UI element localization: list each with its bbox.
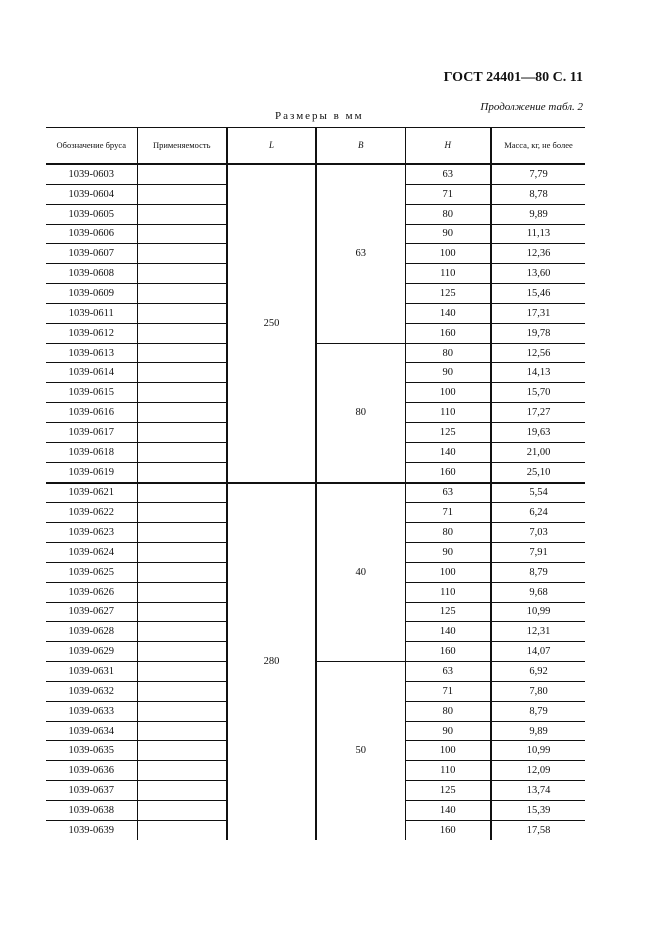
height-H-cell: 140 <box>405 622 491 642</box>
length-L-cell: 250 <box>227 164 316 483</box>
mass-cell: 13,60 <box>491 264 585 284</box>
col-header-H: H <box>405 128 491 165</box>
applicability-cell <box>137 442 227 462</box>
height-H-cell: 80 <box>405 701 491 721</box>
mass-cell: 6,92 <box>491 662 585 682</box>
designation-cell: 1039-0616 <box>46 403 137 423</box>
height-H-cell: 71 <box>405 184 491 204</box>
table-row <box>46 662 585 682</box>
applicability-cell <box>137 383 227 403</box>
applicability-cell <box>137 642 227 662</box>
designation-cell: 1039-0618 <box>46 442 137 462</box>
designation-cell: 1039-0622 <box>46 503 137 523</box>
applicability-cell <box>137 303 227 323</box>
designation-cell: 1039-0608 <box>46 264 137 284</box>
table-row <box>46 343 585 363</box>
applicability-cell <box>137 323 227 343</box>
applicability-cell <box>137 562 227 582</box>
height-H-cell: 125 <box>405 284 491 304</box>
mass-cell: 9,89 <box>491 721 585 741</box>
designation-cell: 1039-0629 <box>46 642 137 662</box>
height-H-cell: 63 <box>405 164 491 184</box>
designation-cell: 1039-0611 <box>46 303 137 323</box>
applicability-cell <box>137 761 227 781</box>
applicability-cell <box>137 184 227 204</box>
height-H-cell: 140 <box>405 442 491 462</box>
designation-cell: 1039-0626 <box>46 582 137 602</box>
height-H-cell: 160 <box>405 323 491 343</box>
designation-cell: 1039-0615 <box>46 383 137 403</box>
mass-cell: 14,13 <box>491 363 585 383</box>
designation-cell: 1039-0633 <box>46 701 137 721</box>
applicability-cell <box>137 363 227 383</box>
designation-cell: 1039-0619 <box>46 462 137 482</box>
height-H-cell: 80 <box>405 523 491 543</box>
designation-cell: 1039-0603 <box>46 164 137 184</box>
col-header-applicability: Применяемость <box>137 128 227 165</box>
mass-cell: 8,79 <box>491 701 585 721</box>
applicability-cell <box>137 503 227 523</box>
mass-cell: 13,74 <box>491 781 585 801</box>
mass-cell: 17,31 <box>491 303 585 323</box>
mass-cell: 14,07 <box>491 642 585 662</box>
mass-cell: 15,70 <box>491 383 585 403</box>
col-header-mass: Масса, кг, не более <box>491 128 585 165</box>
height-H-cell: 125 <box>405 781 491 801</box>
height-H-cell: 71 <box>405 503 491 523</box>
mass-cell: 21,00 <box>491 442 585 462</box>
height-H-cell: 90 <box>405 224 491 244</box>
height-H-cell: 125 <box>405 602 491 622</box>
designation-cell: 1039-0628 <box>46 622 137 642</box>
designation-cell: 1039-0638 <box>46 801 137 821</box>
table-row <box>46 483 585 503</box>
designation-cell: 1039-0635 <box>46 741 137 761</box>
height-H-cell: 100 <box>405 244 491 264</box>
applicability-cell <box>137 622 227 642</box>
col-header-B: B <box>316 128 405 165</box>
height-H-cell: 90 <box>405 721 491 741</box>
applicability-cell <box>137 781 227 801</box>
designation-cell: 1039-0637 <box>46 781 137 801</box>
designation-cell: 1039-0621 <box>46 483 137 503</box>
mass-cell: 7,91 <box>491 543 585 563</box>
applicability-cell <box>137 284 227 304</box>
height-H-cell: 90 <box>405 543 491 563</box>
applicability-cell <box>137 801 227 821</box>
height-H-cell: 100 <box>405 562 491 582</box>
mass-cell: 17,58 <box>491 820 585 839</box>
mass-cell: 7,79 <box>491 164 585 184</box>
mass-cell: 19,63 <box>491 422 585 442</box>
designation-cell: 1039-0636 <box>46 761 137 781</box>
designation-cell: 1039-0623 <box>46 523 137 543</box>
applicability-cell <box>137 543 227 563</box>
applicability-cell <box>137 701 227 721</box>
height-H-cell: 110 <box>405 761 491 781</box>
mass-cell: 10,99 <box>491 602 585 622</box>
col-header-designation: Обозначение бруса <box>46 128 137 165</box>
applicability-cell <box>137 403 227 423</box>
applicability-cell <box>137 602 227 622</box>
bar-specs-table <box>46 127 585 840</box>
designation-cell: 1039-0625 <box>46 562 137 582</box>
applicability-cell <box>137 721 227 741</box>
designation-cell: 1039-0627 <box>46 602 137 622</box>
mass-cell: 12,09 <box>491 761 585 781</box>
applicability-cell <box>137 462 227 482</box>
height-H-cell: 71 <box>405 681 491 701</box>
table-row <box>46 164 585 184</box>
height-H-cell: 90 <box>405 363 491 383</box>
height-H-cell: 80 <box>405 204 491 224</box>
designation-cell: 1039-0614 <box>46 363 137 383</box>
designation-cell: 1039-0624 <box>46 543 137 563</box>
applicability-cell <box>137 422 227 442</box>
width-B-cell: 50 <box>316 662 405 840</box>
designation-cell: 1039-0639 <box>46 820 137 839</box>
height-H-cell: 110 <box>405 264 491 284</box>
dimensions-note: Размеры в мм <box>275 110 364 122</box>
width-B-cell: 80 <box>316 343 405 482</box>
mass-cell: 12,31 <box>491 622 585 642</box>
mass-cell: 12,36 <box>491 244 585 264</box>
height-H-cell: 63 <box>405 662 491 682</box>
applicability-cell <box>137 681 227 701</box>
table-continuation-label: Продолжение табл. 2 <box>480 101 583 113</box>
height-H-cell: 80 <box>405 343 491 363</box>
designation-cell: 1039-0613 <box>46 343 137 363</box>
height-H-cell: 160 <box>405 462 491 482</box>
col-header-L: L <box>227 128 316 165</box>
document-title: ГОСТ 24401—80 С. 11 <box>443 70 583 85</box>
designation-cell: 1039-0631 <box>46 662 137 682</box>
applicability-cell <box>137 582 227 602</box>
applicability-cell <box>137 662 227 682</box>
applicability-cell <box>137 741 227 761</box>
applicability-cell <box>137 483 227 503</box>
applicability-cell <box>137 523 227 543</box>
mass-cell: 10,99 <box>491 741 585 761</box>
table-header-row <box>46 128 585 165</box>
applicability-cell <box>137 164 227 184</box>
mass-cell: 19,78 <box>491 323 585 343</box>
mass-cell: 7,03 <box>491 523 585 543</box>
designation-cell: 1039-0607 <box>46 244 137 264</box>
designation-cell: 1039-0609 <box>46 284 137 304</box>
applicability-cell <box>137 820 227 839</box>
designation-cell: 1039-0604 <box>46 184 137 204</box>
mass-cell: 8,78 <box>491 184 585 204</box>
mass-cell: 15,39 <box>491 801 585 821</box>
height-H-cell: 100 <box>405 383 491 403</box>
mass-cell: 8,79 <box>491 562 585 582</box>
height-H-cell: 140 <box>405 801 491 821</box>
height-H-cell: 110 <box>405 582 491 602</box>
designation-cell: 1039-0606 <box>46 224 137 244</box>
applicability-cell <box>137 264 227 284</box>
mass-cell: 7,80 <box>491 681 585 701</box>
mass-cell: 5,54 <box>491 483 585 503</box>
height-H-cell: 140 <box>405 303 491 323</box>
designation-cell: 1039-0632 <box>46 681 137 701</box>
length-L-cell: 280 <box>227 483 316 840</box>
mass-cell: 12,56 <box>491 343 585 363</box>
applicability-cell <box>137 244 227 264</box>
applicability-cell <box>137 204 227 224</box>
height-H-cell: 63 <box>405 483 491 503</box>
height-H-cell: 100 <box>405 741 491 761</box>
mass-cell: 15,46 <box>491 284 585 304</box>
height-H-cell: 160 <box>405 642 491 662</box>
mass-cell: 6,24 <box>491 503 585 523</box>
mass-cell: 11,13 <box>491 224 585 244</box>
mass-cell: 17,27 <box>491 403 585 423</box>
mass-cell: 25,10 <box>491 462 585 482</box>
width-B-cell: 63 <box>316 164 405 343</box>
width-B-cell: 40 <box>316 483 405 662</box>
mass-cell: 9,89 <box>491 204 585 224</box>
height-H-cell: 125 <box>405 422 491 442</box>
applicability-cell <box>137 224 227 244</box>
mass-cell: 9,68 <box>491 582 585 602</box>
designation-cell: 1039-0617 <box>46 422 137 442</box>
designation-cell: 1039-0612 <box>46 323 137 343</box>
applicability-cell <box>137 343 227 363</box>
designation-cell: 1039-0634 <box>46 721 137 741</box>
height-H-cell: 160 <box>405 820 491 839</box>
designation-cell: 1039-0605 <box>46 204 137 224</box>
height-H-cell: 110 <box>405 403 491 423</box>
